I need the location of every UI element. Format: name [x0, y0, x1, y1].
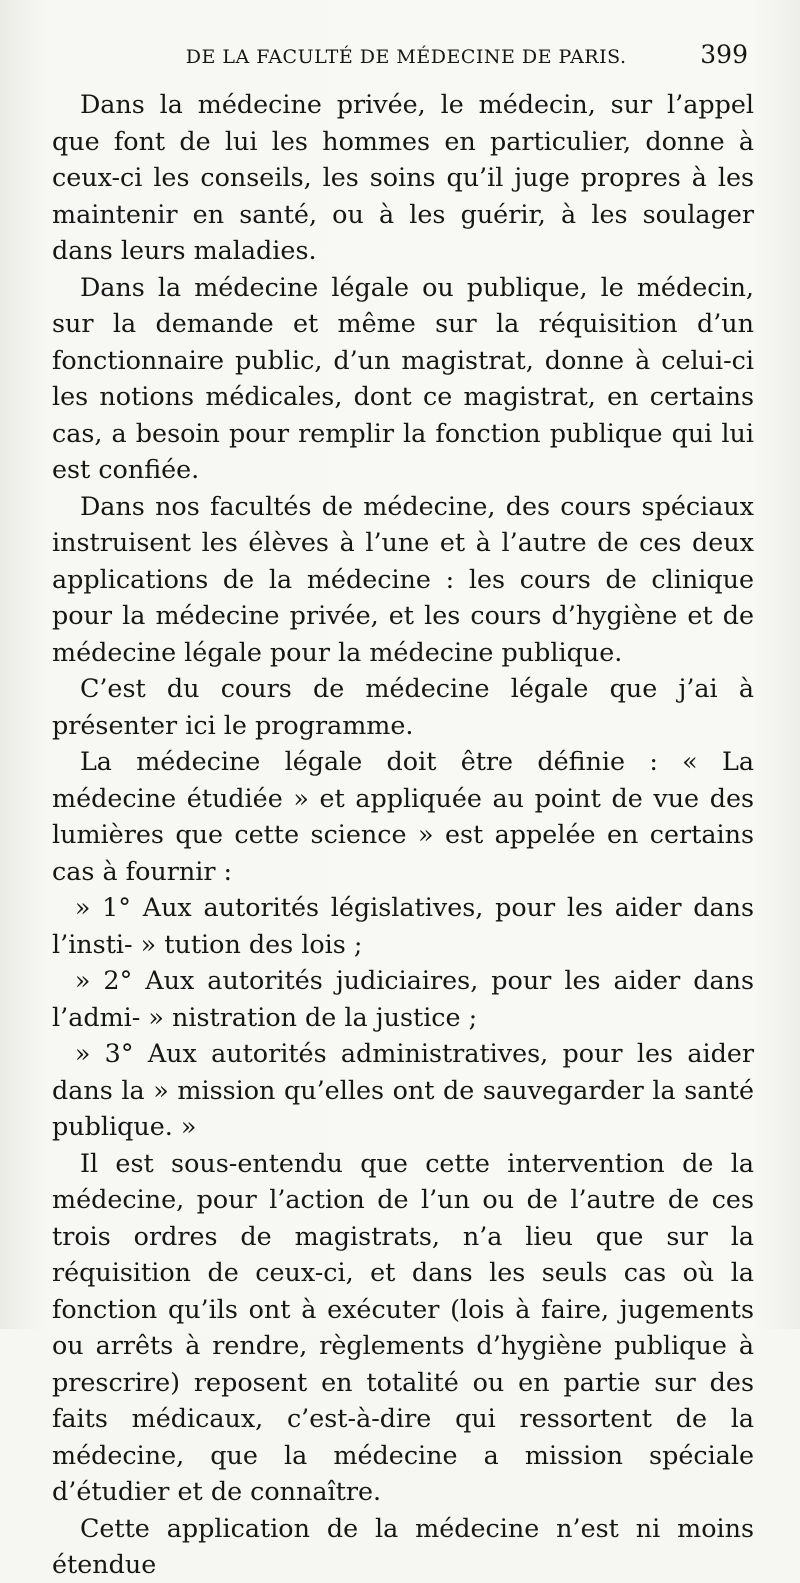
paragraph-programme: C’est du cours de médecine légale que j’ai à présenter ici le programme.: [52, 673, 754, 740]
paragraph-facultes: Dans nos facultés de médecine, des cours spéciaux instruisent les élèves à l’une et à l’autre de ces deux applications de la médecine : les cours de clinique pour la médecine privée, et les cours d’hygiène et de médecine légale pour la médecine publique.: [52, 490, 754, 667]
quote-item-legislatives: » 1° Aux autorités législatives, pour les aider dans l’insti- » tution des lois ;: [52, 892, 754, 959]
quote-item-administratives: » 3° Aux autorités administratives, pour les aider dans la » mission qu’elles ont de sauvegarder la santé publique. »: [52, 1038, 754, 1141]
paragraph-application: Cette application de la médecine n’est ni moins étendue: [52, 1512, 754, 1579]
running-head: DE LA FACULTÉ DE MÉDECINE DE PARIS.: [185, 46, 627, 68]
page-header: [52, 40, 754, 76]
paragraph-medecine-legale: Dans la médecine légale ou publique, le médecin, sur la demande et même sur la réquisition d’un fonctionnaire public, d’un magistrat, donne à celui-ci les notions médicales, dont ce magistrat, en certains cas, a besoin pour remplir la fonction publique qui lui est confiée.: [52, 271, 754, 484]
page-number: 399: [700, 40, 748, 69]
page-body: [52, 86, 754, 1583]
quote-item-judiciaires: » 2° Aux autorités judiciaires, pour les aider dans l’admi- » nistration de la justice ;: [52, 965, 754, 1032]
paragraph-intervention: Il est sous-entendu que cette intervention de la médecine, pour l’action de l’un ou de l’autre de ces trois ordres de magistrats, n’a lieu que sur la réquisition de ceux-ci, et dans les seuls cas où la fonction qu’ils ont à exécuter (lois à faire, jugements ou arrêts à rendre, règlements d’hygiène publique à prescrire) reposent en totalité ou en partie sur des faits médicaux, c’est-à-dire qui ressortent de la médecine, que la médecine a mission spéciale d’étudier et de connaître.: [52, 1147, 754, 1506]
paragraph-medecine-privee: Dans la médecine privée, le médecin, sur l’appel que font de lui les hommes en particulier, donne à ceux-ci les conseils, les soins qu’il juge propres à les maintenir en santé, ou à les guérir, à les soulager dans leurs maladies.: [52, 89, 754, 265]
paragraph-definition: La médecine légale doit être définie : « La médecine étudiée » et appliquée au point de vue des lumières que cette science » est appelée en certains cas à fournir :: [52, 746, 754, 886]
